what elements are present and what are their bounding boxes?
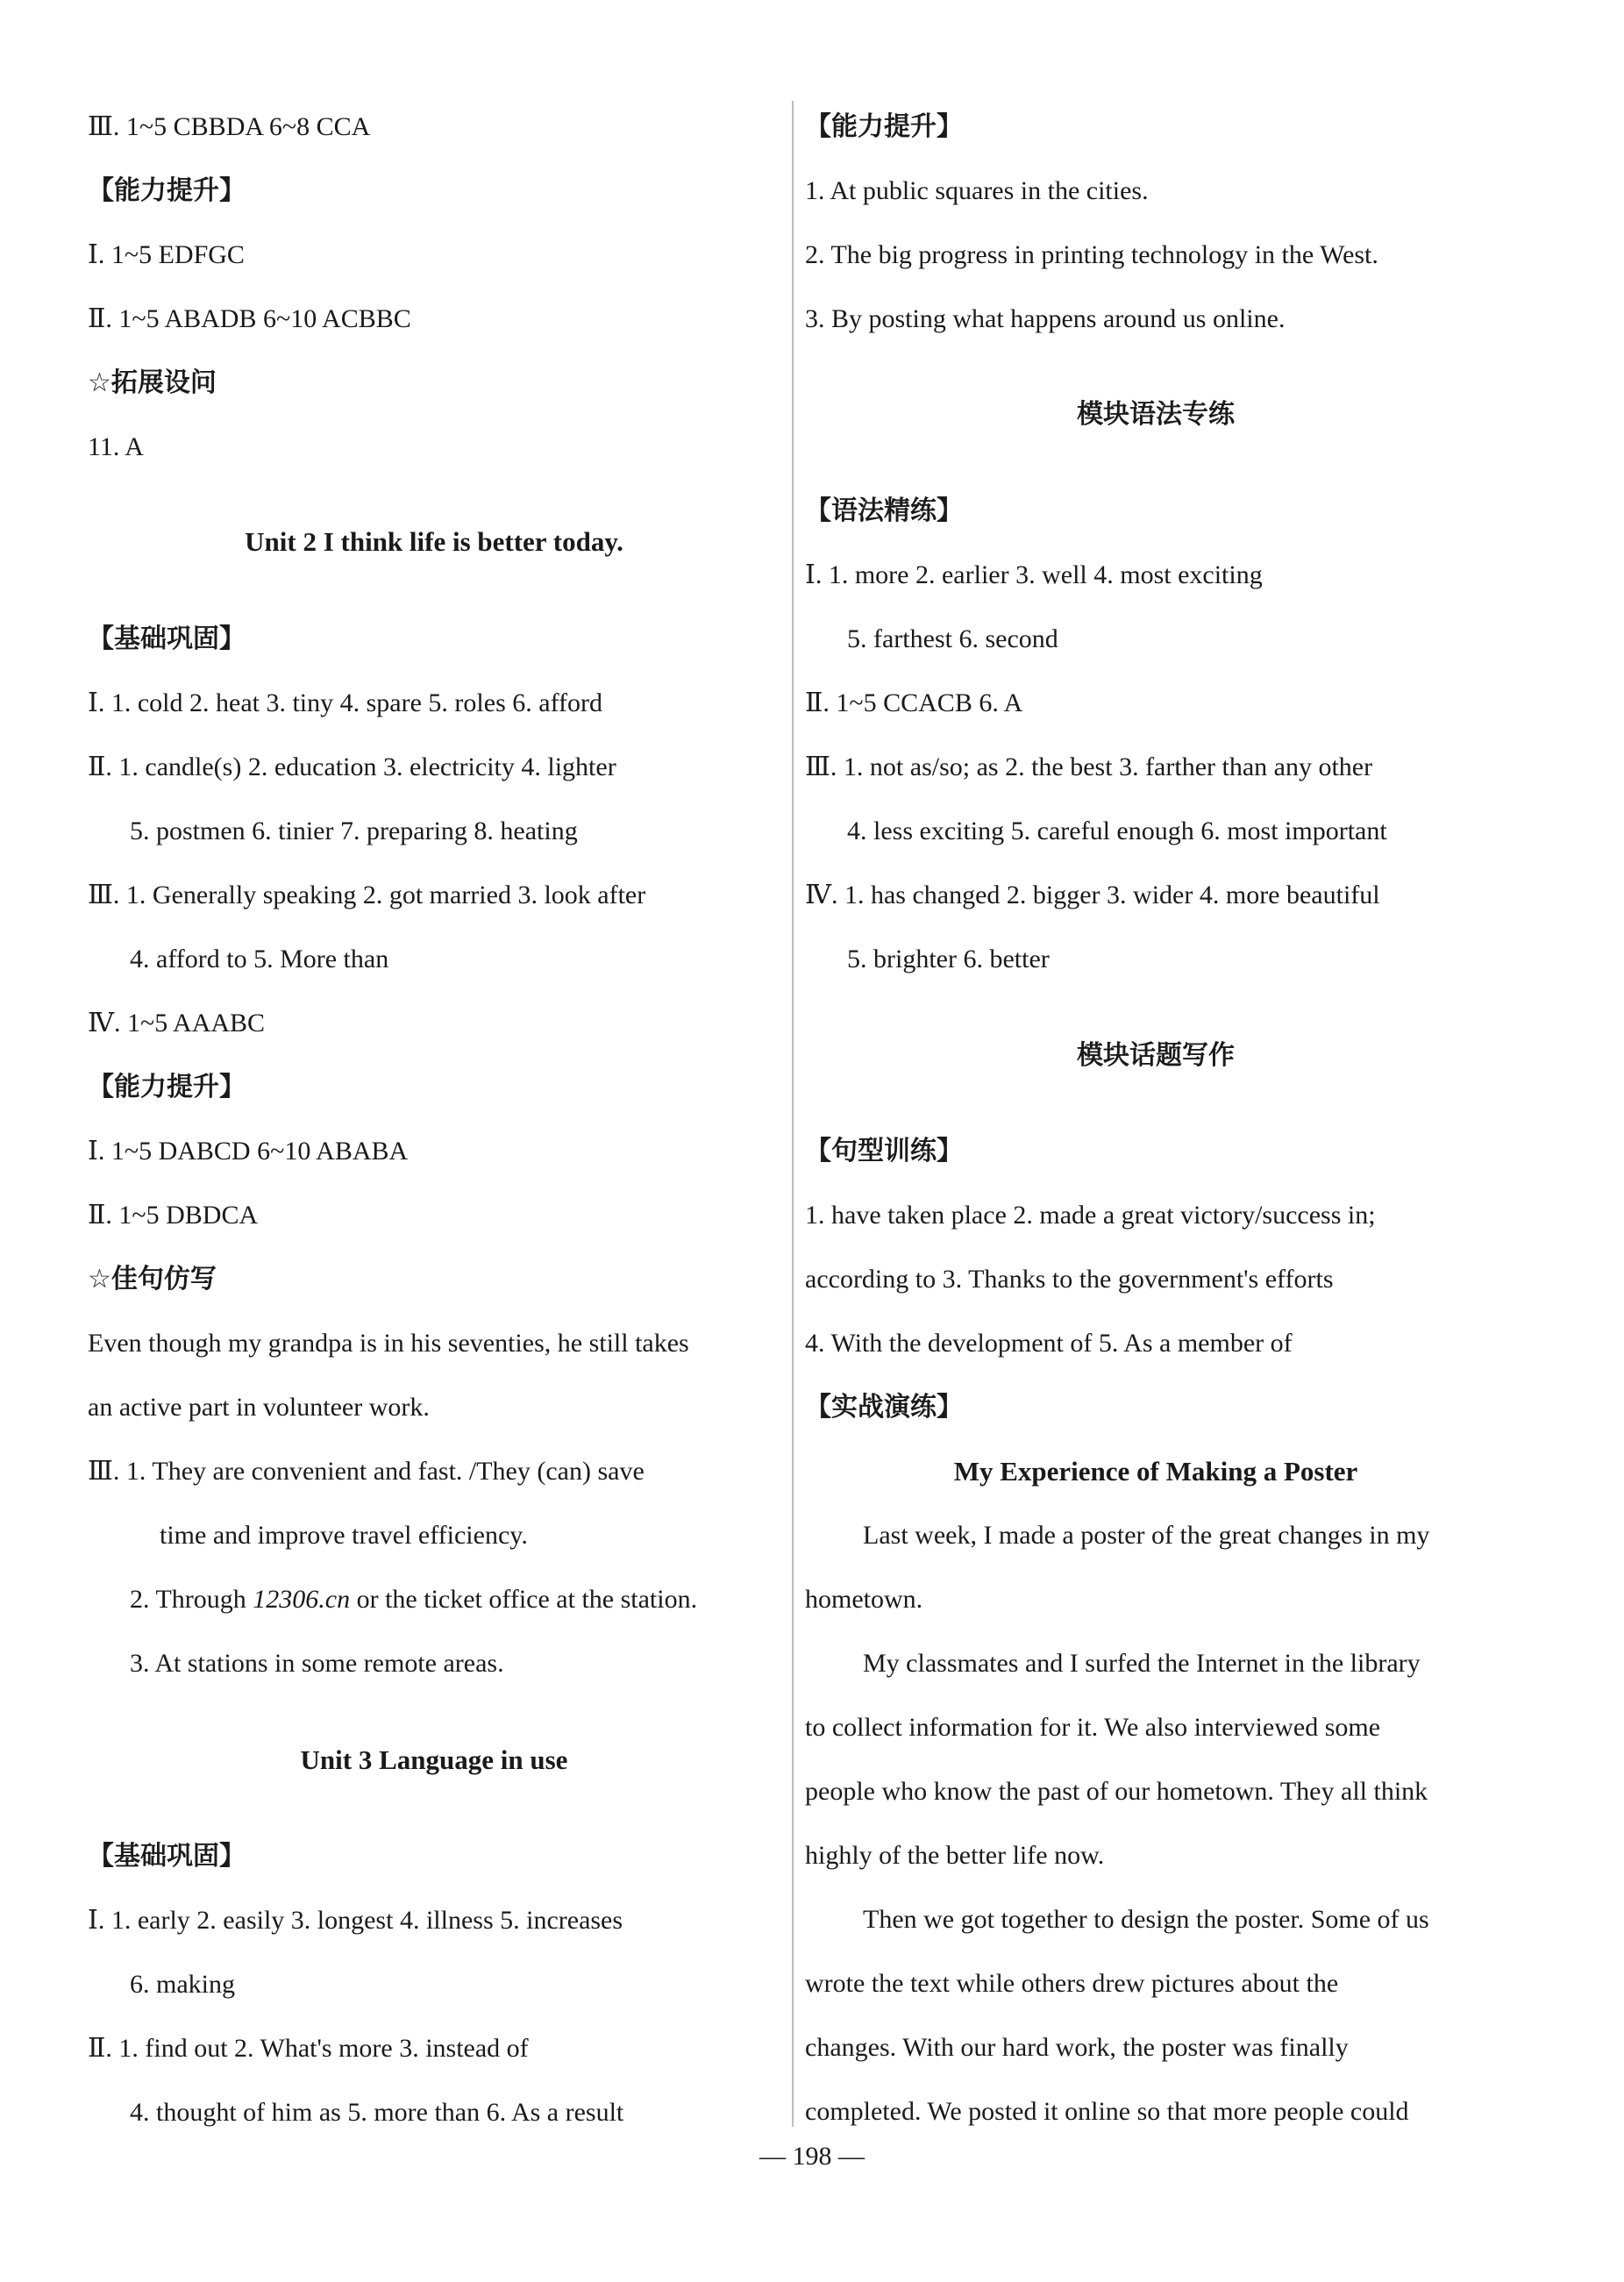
answer-line: Ⅲ. 1. not as/so; as 2. the best 3. farther than any other	[805, 752, 1373, 781]
answer-line: Ⅲ. 1~5 CBBDA 6~8 CCA	[88, 112, 371, 141]
module-title: 模块语法专练	[1077, 399, 1235, 430]
answer-line: Ⅳ. 1. has changed 2. bigger 3. wider 4. more beautiful	[805, 881, 1380, 909]
essay-line: completed. We posted it online so that more people could	[805, 2097, 1409, 2126]
answer-line: Ⅱ. 1~5 CCACB 6. A	[805, 688, 1023, 717]
answer-line: 4. less exciting 5. careful enough 6. most important	[847, 817, 1387, 845]
essay-line: hometown.	[805, 1585, 923, 1614]
module-title: 模块话题写作	[1077, 1040, 1235, 1071]
answer-line: 5. brighter 6. better	[847, 945, 1050, 973]
answer-line: 2. The big progress in printing technology in the West.	[805, 240, 1378, 269]
answer-line: Even though my grandpa is in his seventies, he still takes	[88, 1329, 689, 1358]
essay-title: My Experience of Making a Poster	[953, 1456, 1358, 1487]
column-divider	[792, 101, 794, 2127]
answer-text: 2. Through	[130, 1585, 253, 1614]
answer-text: or the ticket office at the station.	[350, 1585, 698, 1614]
answer-line: 1. have taken place 2. made a great victory/success in;	[805, 1201, 1376, 1230]
unit-title: Unit 2 I think life is better today.	[245, 526, 623, 557]
answer-line: 3. At stations in some remote areas.	[130, 1649, 504, 1678]
essay-line: people who know the past of our hometown. They all think	[805, 1777, 1428, 1806]
section-heading: 【语法精练】	[805, 496, 963, 526]
website-text: 12306.cn	[253, 1585, 351, 1614]
page-number: — 198 —	[759, 2142, 865, 2171]
essay-line: wrote the text while others drew pictures about the	[805, 1969, 1339, 1998]
unit-title: Unit 3 Language in use	[300, 1744, 568, 1775]
answer-line: Ⅱ. 1~5 ABADB 6~10 ACBBC	[88, 304, 411, 333]
section-heading: 【基础巩固】	[88, 1841, 246, 1872]
answer-line: Ⅰ. 1~5 EDFGC	[88, 240, 245, 269]
answer-line	[130, 1582, 697, 1617]
answer-line: 11. A	[88, 432, 144, 461]
essay-line: to collect information for it. We also interviewed some	[805, 1713, 1381, 1742]
section-heading: 【能力提升】	[88, 175, 246, 206]
essay-line: changes. With our hard work, the poster was finally	[805, 2033, 1349, 2062]
answer-line: Ⅰ. 1~5 DABCD 6~10 ABABA	[88, 1137, 409, 1166]
answer-line: an active part in volunteer work.	[88, 1393, 430, 1422]
section-heading: 【句型训练】	[805, 1136, 963, 1166]
answer-line: 6. making	[130, 1970, 235, 1999]
answer-line: time and improve travel efficiency.	[160, 1521, 528, 1550]
answer-line: Ⅱ. 1. candle(s) 2. education 3. electricity 4. lighter	[88, 752, 616, 781]
answer-line: 5. farthest 6. second	[847, 624, 1058, 653]
section-heading: 【能力提升】	[805, 111, 963, 142]
answer-line: 5. postmen 6. tinier 7. preparing 8. heating	[130, 817, 578, 845]
essay-line: highly of the better life now.	[805, 1841, 1105, 1870]
answer-line: Ⅱ. 1~5 DBDCA	[88, 1201, 259, 1230]
answer-line: 4. afford to 5. More than	[130, 945, 389, 973]
answer-line: 4. With the development of 5. As a member of	[805, 1329, 1293, 1358]
section-heading: ☆拓展设问	[88, 367, 217, 398]
section-heading: ☆佳句仿写	[88, 1264, 217, 1294]
essay-line: Then we got together to design the poster. Some of us	[863, 1905, 1429, 1934]
section-heading: 【能力提升】	[88, 1072, 246, 1102]
answer-line: 3. By posting what happens around us online.	[805, 304, 1286, 333]
essay-line: Last week, I made a poster of the great changes in my	[863, 1521, 1430, 1550]
answer-line: Ⅰ. 1. early 2. easily 3. longest 4. illness 5. increases	[88, 1906, 623, 1935]
answer-line: Ⅱ. 1. find out 2. What's more 3. instead of	[88, 2034, 529, 2063]
essay-line: My classmates and I surfed the Internet in the library	[863, 1649, 1421, 1678]
answer-line: according to 3. Thanks to the government's efforts	[805, 1265, 1334, 1294]
section-heading: 【基础巩固】	[88, 624, 246, 654]
section-heading: 【实战演练】	[805, 1392, 963, 1423]
answer-line: 1. At public squares in the cities.	[805, 176, 1149, 205]
answer-line: Ⅳ. 1~5 AAABC	[88, 1009, 266, 1038]
answer-line: Ⅲ. 1. They are convenient and fast. /They (can) save	[88, 1457, 645, 1486]
answer-line: Ⅰ. 1. cold 2. heat 3. tiny 4. spare 5. roles 6. afford	[88, 688, 602, 717]
answer-line: 4. thought of him as 5. more than 6. As a result	[130, 2098, 624, 2127]
answer-line: Ⅰ. 1. more 2. earlier 3. well 4. most exciting	[805, 560, 1263, 589]
answer-line: Ⅲ. 1. Generally speaking 2. got married 3. look after	[88, 881, 646, 909]
